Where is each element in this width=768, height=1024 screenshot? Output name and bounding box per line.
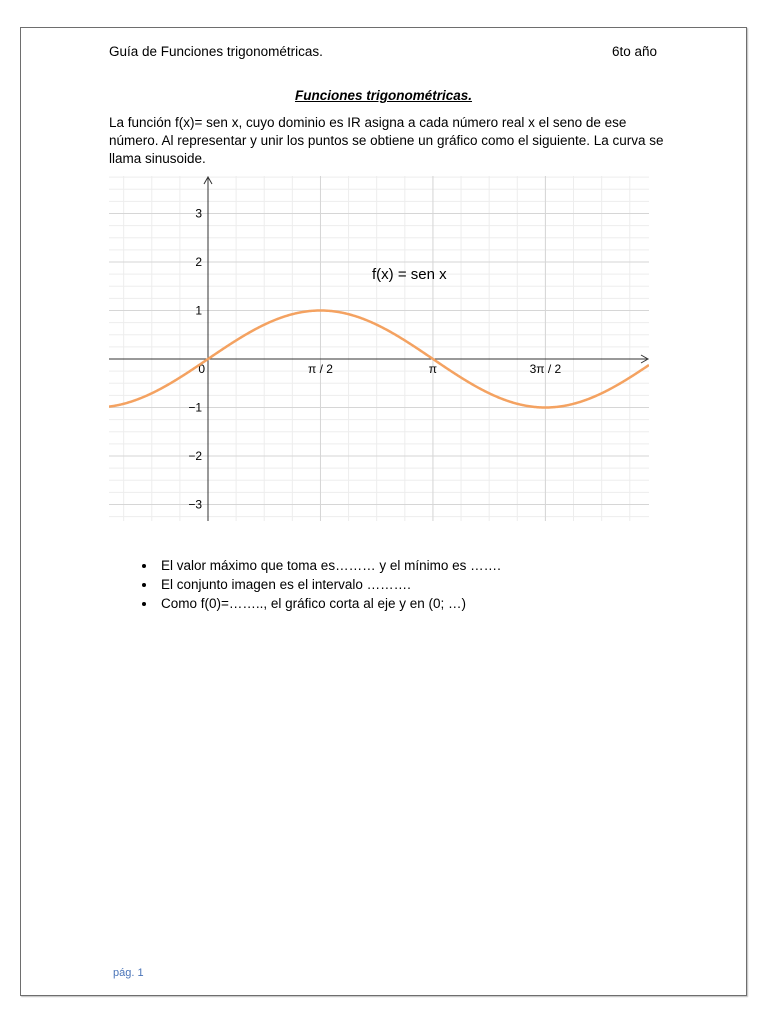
x-tick-label: 0: [198, 362, 205, 376]
list-item: • Como f(0)=…….., el gráfico corta al eje y en (0; …): [157, 594, 501, 613]
intro-paragraph: La función f(x)= sen x, cuyo dominio es IR asigna a cada número real x el seno de ese número. Al representar y unir los puntos se obtiene un gráfico como el siguiente. La curva se llama sinusoide.: [109, 115, 664, 166]
function-label: f(x) = sen x: [372, 266, 447, 283]
list-item: • El conjunto imagen es el intervalo ……….: [157, 575, 501, 594]
document-page: [20, 27, 747, 996]
y-tick-label: −2: [188, 449, 202, 463]
y-tick-label: 2: [195, 255, 202, 269]
y-tick-label: 1: [195, 303, 202, 318]
x-tick-label: 3π / 2: [529, 362, 562, 376]
page-number: pág. 1: [113, 967, 144, 979]
y-tick-label: 3: [195, 206, 202, 221]
sine-chart-svg: [109, 176, 649, 521]
list-item: • El valor máximo que toma es……… y el mínimo es …….: [157, 556, 501, 575]
question-list: [133, 556, 501, 613]
y-tick-label: −1: [188, 400, 202, 415]
grid-minor-lines: [109, 176, 649, 521]
header-right-grade: 6to año: [611, 44, 657, 59]
chart-axes: [109, 177, 648, 521]
x-tick-label: π: [428, 362, 438, 376]
section-title: Funciones trigonométricas.: [294, 88, 473, 103]
y-tick-label: −3: [188, 497, 202, 512]
header-left-title: Guía de Funciones trigonométricas.: [109, 44, 323, 59]
grid-major-lines: [109, 176, 649, 521]
sine-chart: [109, 176, 649, 521]
x-tick-label: π / 2: [307, 362, 333, 376]
page-header: [109, 44, 657, 59]
